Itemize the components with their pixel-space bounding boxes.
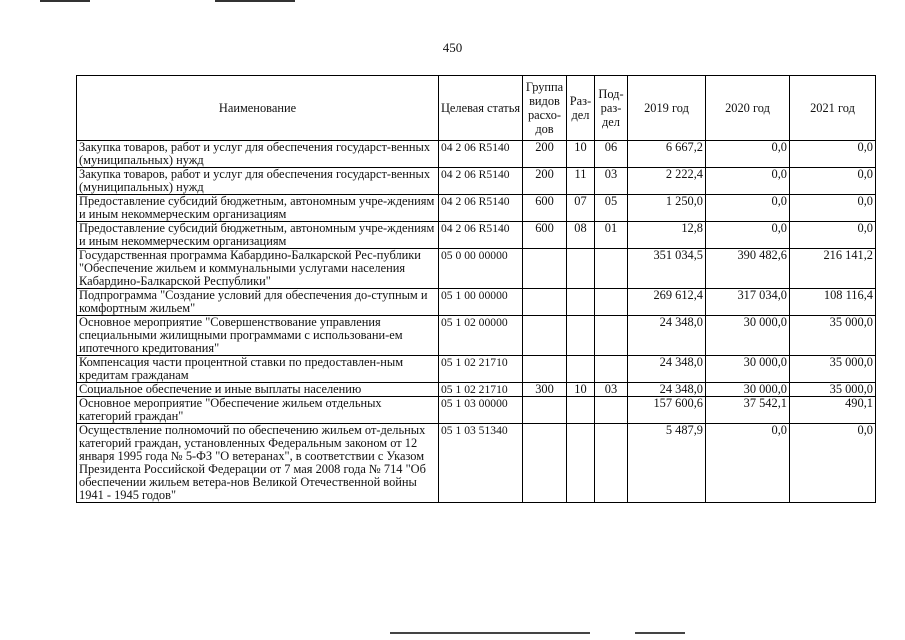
cell-section: 08 [567,222,595,249]
cell-year-2021: 490,1 [790,397,876,424]
cell-name: Осуществление полномочий по обеспечению жильем от-дельных категорий граждан, установленных Федеральным законом от 12 января 1995 года № 5-ФЗ "О ветеранах", в соответствии с Указом Президента Российской Федерации от 7 мая 2008 года № 714 "Об обеспечении жильем ветера-нов Великой Отечественной войны 1941 - 1945 годов" [77,424,439,503]
table-row [77,168,876,195]
cell-year-2020: 0,0 [706,424,790,503]
cell-name: Государственная программа Кабардино-Балкарской Рес-публики "Обеспечение жильем и коммунальными услугами населения Кабардино-Балкарской Республики" [77,249,439,289]
cell-target-article: 05 1 02 00000 [439,316,523,356]
cell-target-article: 04 2 06 R5140 [439,141,523,168]
cell-year-2021: 216 141,2 [790,249,876,289]
cell-name: Основное мероприятие "Совершенствование управления специальными жилищными программами с использовани-ем ипотечного кредитования" [77,316,439,356]
table-row [77,289,876,316]
table-row [77,316,876,356]
cell-subsection [595,397,628,424]
cell-subsection: 06 [595,141,628,168]
budget-table [76,75,876,503]
table-row [77,397,876,424]
cell-expense-group: 300 [523,383,567,397]
cell-year-2019: 351 034,5 [628,249,706,289]
cell-target-article: 04 2 06 R5140 [439,168,523,195]
cell-target-article: 05 1 00 00000 [439,289,523,316]
cell-section: 10 [567,383,595,397]
cell-year-2021: 0,0 [790,168,876,195]
cell-target-article: 05 1 03 00000 [439,397,523,424]
table-row [77,249,876,289]
cell-year-2019: 24 348,0 [628,316,706,356]
header-expense-group: Группа видов расхо-дов [523,76,567,141]
cell-year-2021: 0,0 [790,195,876,222]
table-header-row [77,76,876,141]
cell-year-2020: 0,0 [706,195,790,222]
cell-year-2021: 35 000,0 [790,383,876,397]
cell-year-2020: 0,0 [706,222,790,249]
cell-name: Закупка товаров, работ и услуг для обеспечения государст-венных (муниципальных) нужд [77,168,439,195]
table-row [77,195,876,222]
cell-expense-group: 200 [523,141,567,168]
cell-section: 11 [567,168,595,195]
cell-year-2019: 24 348,0 [628,356,706,383]
cell-section: 07 [567,195,595,222]
cell-name: Основное мероприятие "Обеспечение жильем отдельных категорий граждан" [77,397,439,424]
cell-subsection: 03 [595,383,628,397]
cell-year-2021: 35 000,0 [790,356,876,383]
table-row [77,222,876,249]
header-section: Раз-дел [567,76,595,141]
cell-target-article: 04 2 06 R5140 [439,222,523,249]
cell-expense-group: 600 [523,195,567,222]
cell-year-2020: 37 542,1 [706,397,790,424]
cell-expense-group: 600 [523,222,567,249]
cell-year-2020: 390 482,6 [706,249,790,289]
table-row [77,356,876,383]
table-row [77,141,876,168]
page-number: 450 [442,40,463,55]
cell-year-2019: 2 222,4 [628,168,706,195]
top-edge-mark [40,0,90,2]
cell-subsection: 05 [595,195,628,222]
cell-subsection [595,289,628,316]
table-row [77,424,876,503]
cell-target-article: 05 1 02 21710 [439,383,523,397]
cell-expense-group [523,397,567,424]
cell-section [567,289,595,316]
cell-section: 10 [567,141,595,168]
cell-expense-group [523,249,567,289]
cell-year-2021: 0,0 [790,424,876,503]
header-target-article: Целевая статья [439,76,523,141]
cell-target-article: 05 1 03 51340 [439,424,523,503]
cell-name: Компенсация части процентной ставки по предоставлен-ным кредитам гражданам [77,356,439,383]
cell-target-article: 04 2 06 R5140 [439,195,523,222]
cell-year-2019: 12,8 [628,222,706,249]
cell-year-2020: 30 000,0 [706,356,790,383]
header-year-2020: 2020 год [706,76,790,141]
cell-subsection [595,356,628,383]
cell-subsection [595,249,628,289]
cell-expense-group: 200 [523,168,567,195]
cell-year-2021: 0,0 [790,222,876,249]
cell-target-article: 05 0 00 00000 [439,249,523,289]
cell-section [567,356,595,383]
bottom-edge-mark [390,632,590,634]
cell-year-2019: 157 600,6 [628,397,706,424]
cell-subsection: 01 [595,222,628,249]
cell-subsection [595,424,628,503]
cell-year-2019: 5 487,9 [628,424,706,503]
header-year-2019: 2019 год [628,76,706,141]
cell-expense-group [523,424,567,503]
cell-year-2020: 30 000,0 [706,316,790,356]
cell-year-2021: 35 000,0 [790,316,876,356]
cell-year-2021: 0,0 [790,141,876,168]
cell-subsection [595,316,628,356]
cell-year-2019: 269 612,4 [628,289,706,316]
cell-section [567,424,595,503]
cell-name: Социальное обеспечение и иные выплаты населению [77,383,439,397]
cell-name: Предоставление субсидий бюджетным, автономным учре-ждениям и иным некоммерческим организациям [77,195,439,222]
cell-section [567,249,595,289]
cell-expense-group [523,289,567,316]
cell-subsection: 03 [595,168,628,195]
bottom-edge-mark [635,632,685,634]
cell-year-2020: 317 034,0 [706,289,790,316]
header-subsection: Под-раз-дел [595,76,628,141]
cell-year-2020: 0,0 [706,168,790,195]
top-edge-mark [215,0,295,2]
cell-section [567,316,595,356]
cell-year-2021: 108 116,4 [790,289,876,316]
cell-expense-group [523,356,567,383]
cell-year-2019: 1 250,0 [628,195,706,222]
cell-section [567,397,595,424]
cell-name: Закупка товаров, работ и услуг для обеспечения государст-венных (муниципальных) нужд [77,141,439,168]
cell-year-2019: 24 348,0 [628,383,706,397]
cell-expense-group [523,316,567,356]
header-name: Наименование [77,76,439,141]
cell-name: Предоставление субсидий бюджетным, автономным учре-ждениям и иным некоммерческим организациям [77,222,439,249]
cell-name: Подпрограмма "Создание условий для обеспечения до-ступным и комфортным жильем" [77,289,439,316]
table-row [77,383,876,397]
cell-target-article: 05 1 02 21710 [439,356,523,383]
cell-year-2020: 0,0 [706,141,790,168]
cell-year-2019: 6 667,2 [628,141,706,168]
cell-year-2020: 30 000,0 [706,383,790,397]
header-year-2021: 2021 год [790,76,876,141]
